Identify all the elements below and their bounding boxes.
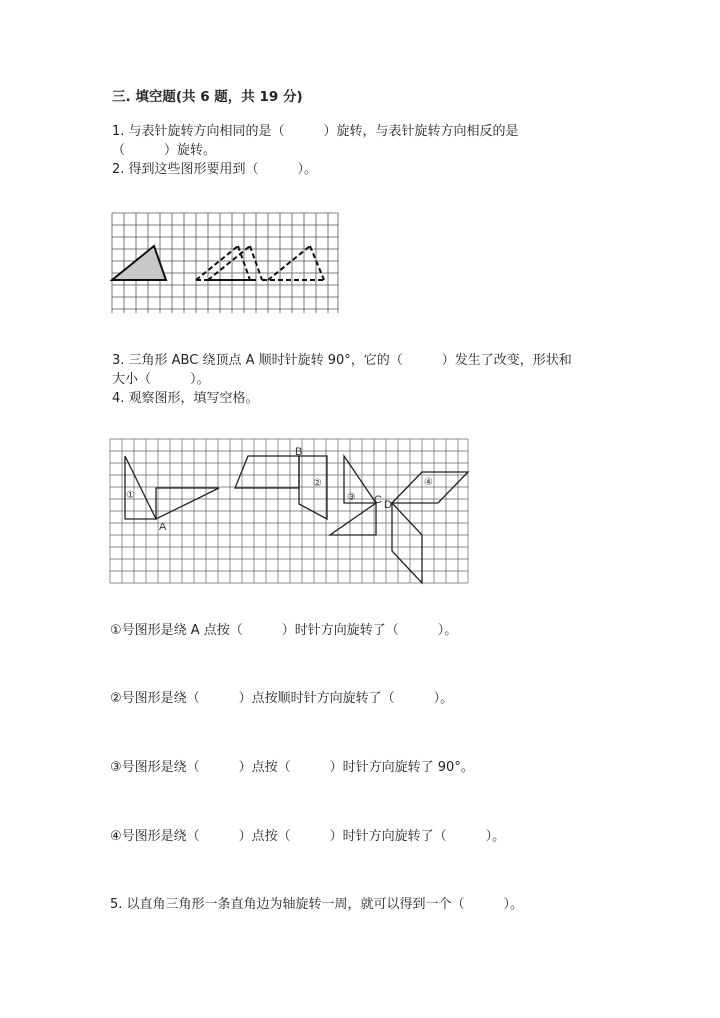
question-4-2: ②号图形是绕（ ）点按顺时针方向旋转了（ ）。 [110, 691, 454, 706]
shape-1-triangle [125, 456, 156, 519]
point-a: A [159, 521, 167, 533]
shape-1-rotated [156, 488, 219, 519]
question-4: 4. 观察图形，填写空格。 [112, 391, 259, 406]
question-4-4: ④号图形是绕（ ）点按（ ）时针方向旋转了（ ）。 [110, 829, 506, 844]
label-shape-4: ④ [424, 477, 433, 488]
question-3-line-1: 3. 三角形 ABC 绕顶点 A 顺时针旋转 90°，它的（ ）发生了改变，形状和 [112, 353, 572, 368]
shape-3-rotated [330, 503, 376, 535]
question-4-3: ③号图形是绕（ ）点按（ ）时针方向旋转了 90°。 [110, 760, 474, 775]
point-d: D [384, 499, 392, 511]
question-4-1: ①号图形是绕 A 点按（ ）时针方向旋转了（ ）。 [110, 623, 458, 638]
label-shape-1: ① [126, 490, 135, 501]
question-2: 2. 得到这些图形要用到（ ）。 [112, 162, 318, 177]
question-3-line-2: 大小（ ）。 [112, 372, 210, 387]
point-c: C [374, 494, 382, 506]
question-1-line-1: 1. 与表针旋转方向相同的是（ ）旋转，与表针旋转方向相反的是 [112, 124, 519, 139]
figure-q4-grid [108, 436, 470, 588]
label-shape-3: ③ [347, 492, 356, 503]
figure-q2-grid [110, 210, 342, 316]
question-5: 5. 以直角三角形一条直角边为轴旋转一周，就可以得到一个（ ）。 [110, 897, 524, 912]
shape-2-parallelogram [235, 456, 299, 488]
shaded-triangle [112, 246, 166, 280]
question-1-line-2: （ ）旋转。 [112, 143, 217, 158]
point-b: B [295, 446, 303, 458]
label-shape-2: ② [313, 478, 322, 489]
section-title: 三. 填空题(共 6 题，共 19 分) [112, 89, 303, 105]
